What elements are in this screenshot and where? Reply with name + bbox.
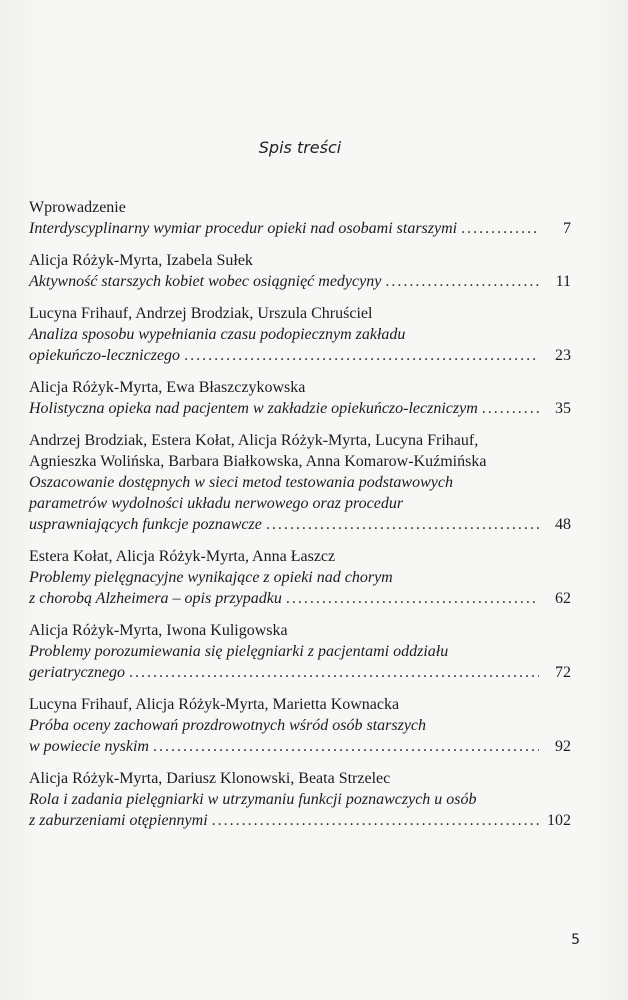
- toc-authors: Wprowadzenie: [29, 199, 126, 216]
- toc-authors: Alicja Różyk-Myrta, Dariusz Klonowski, Beata Strzelec: [29, 770, 391, 787]
- toc-entry: [29, 546, 571, 609]
- toc-title: w powiecie nyskim: [29, 738, 149, 755]
- dot-leader: [266, 514, 539, 535]
- toc-title: Aktywność starszych kobiet wobec osiągnięć medycyny: [29, 273, 382, 290]
- page-title: Spis treści: [258, 138, 342, 157]
- toc-title-line: [29, 514, 571, 535]
- toc-entry: [29, 620, 571, 683]
- toc-title-line: [29, 271, 571, 292]
- toc-page-number: 35: [555, 400, 571, 417]
- toc-page-number: 62: [555, 590, 571, 607]
- toc-page-number: 92: [555, 738, 571, 755]
- dot-leader: [184, 345, 539, 366]
- toc-title: parametrów wydolności układu nerwowego oraz procedur: [29, 495, 404, 512]
- toc-page-number: 11: [555, 273, 571, 290]
- toc-title: z zaburzeniami otępiennymi: [29, 812, 208, 829]
- toc-entry: [29, 377, 571, 419]
- table-of-contents: [29, 197, 571, 831]
- toc-authors: Alicja Różyk-Myrta, Iwona Kuligowska: [29, 622, 288, 639]
- toc-title-line: [29, 588, 571, 609]
- toc-title: Próba oceny zachowań prozdrowotnych wśród osób starszych: [29, 717, 427, 734]
- toc-page-number: 48: [555, 516, 571, 533]
- toc-entry: [29, 197, 571, 239]
- toc-authors: Alicja Różyk-Myrta, Ewa Błaszczykowska: [29, 379, 306, 396]
- toc-entry: [29, 250, 571, 292]
- toc-title: Interdyscyplinarny wymiar procedur opieki nad osobami starszymi: [29, 220, 458, 237]
- dot-leader: [482, 398, 539, 419]
- dot-leader: [153, 736, 539, 757]
- toc-title-line: [29, 810, 571, 831]
- toc-entry: [29, 430, 571, 535]
- toc-page-number: 72: [555, 664, 571, 681]
- toc-title: Rola i zadania pielęgniarki w utrzymaniu funkcji poznawczych u osób: [29, 791, 477, 808]
- toc-entry: [29, 303, 571, 366]
- toc-title: z chorobą Alzheimera – opis przypadku: [29, 590, 282, 607]
- toc-page-number: 23: [555, 347, 571, 364]
- toc-authors: Lucyna Frihauf, Alicja Różyk-Myrta, Marietta Kownacka: [29, 696, 400, 713]
- dot-leader: [286, 588, 539, 609]
- toc-title: Problemy porozumiewania się pielęgniarki z pacjentami oddziału: [29, 643, 449, 660]
- toc-title-line: [29, 398, 571, 419]
- page-number: 5: [571, 932, 580, 948]
- toc-authors: Alicja Różyk-Myrta, Izabela Sułek: [29, 252, 253, 269]
- toc-title: Holistyczna opieka nad pacjentem w zakładzie opiekuńczo-leczniczym: [29, 400, 478, 417]
- dot-leader: [461, 218, 539, 239]
- toc-entry: [29, 768, 571, 831]
- toc-title: opiekuńczo-leczniczego: [29, 347, 181, 364]
- toc-title: Problemy pielęgnacyjne wynikające z opieki nad chorym: [29, 569, 393, 586]
- toc-title: Oszacowanie dostępnych w sieci metod testowania podstawowych: [29, 474, 453, 491]
- dot-leader: [129, 662, 539, 683]
- dot-leader: [212, 810, 539, 831]
- toc-page-number: 7: [563, 220, 571, 237]
- dot-leader: [385, 271, 539, 292]
- toc-authors: Agnieszka Wolińska, Barbara Białkowska, Anna Komarow-Kuźmińska: [29, 453, 487, 470]
- toc-title-line: [29, 345, 571, 366]
- toc-title-line: [29, 662, 571, 683]
- toc-entry: [29, 694, 571, 757]
- toc-authors: Andrzej Brodziak, Estera Kołat, Alicja Różyk-Myrta, Lucyna Frihauf,: [29, 432, 479, 449]
- toc-authors: Lucyna Frihauf, Andrzej Brodziak, Urszula Chruściel: [29, 305, 373, 322]
- toc-title: usprawniających funkcje poznawcze: [29, 516, 262, 533]
- toc-authors: Estera Kołat, Alicja Różyk-Myrta, Anna Łaszcz: [29, 548, 336, 565]
- toc-page-number: 102: [547, 812, 571, 829]
- toc-title: geriatrycznego: [29, 664, 125, 681]
- toc-title-line: [29, 736, 571, 757]
- toc-title-line: [29, 218, 571, 239]
- toc-title: Analiza sposobu wypełniania czasu podopiecznym zakładu: [29, 326, 406, 343]
